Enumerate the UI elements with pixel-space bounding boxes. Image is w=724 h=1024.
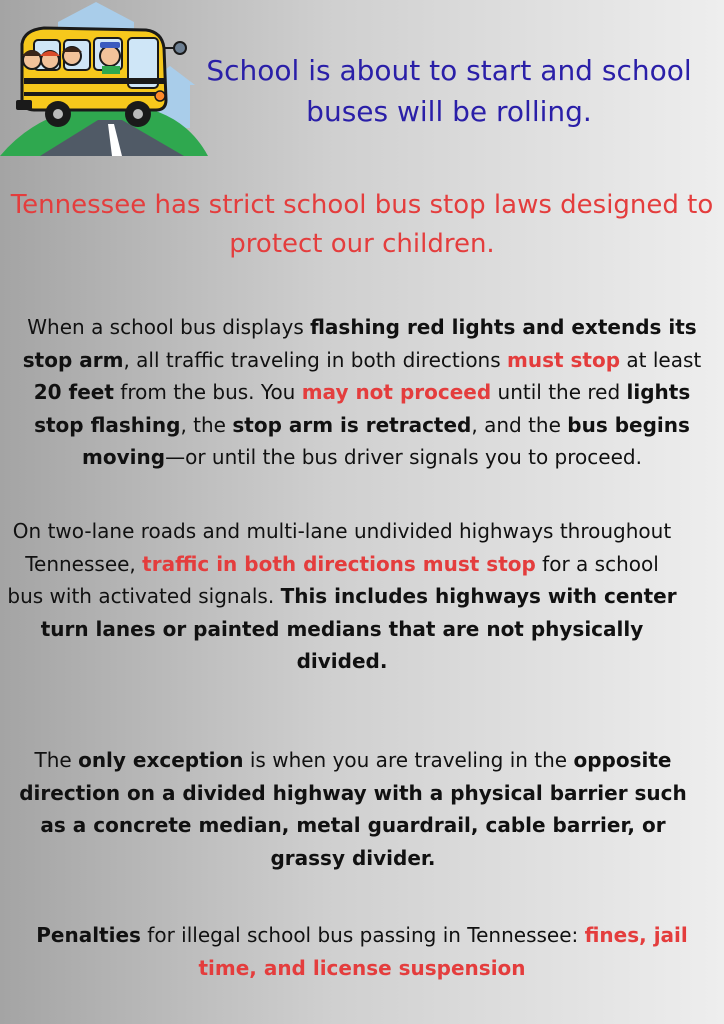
bold-segment: Penalties xyxy=(36,923,141,947)
text-segment: until the red xyxy=(491,380,627,404)
paragraph-stop-rules xyxy=(10,311,714,474)
school-bus-cartoon-icon xyxy=(0,0,210,158)
bold-segment: bus begins moving xyxy=(82,412,690,469)
text-segment: —or until the bus driver signals you to proceed. xyxy=(165,445,642,469)
text-segment: , all traffic traveling in both directions xyxy=(123,347,508,372)
headline: School is about to start and school buses will be rolling. xyxy=(206,54,692,128)
red-highlight: may not proceed xyxy=(301,380,492,404)
red-highlight: must stop xyxy=(507,347,621,372)
bold-segment: opposite direction on a divided highway with a physical barrier such as a concrete median, metal guardrail, cable barrier, or grassy divider. xyxy=(19,748,687,870)
paragraph-penalties xyxy=(10,919,714,984)
red-highlight: fines, jail time, and license suspension xyxy=(198,923,688,980)
school-bus-illustration xyxy=(0,0,210,158)
bold-segment: only exception xyxy=(78,748,244,772)
paragraph-exception xyxy=(4,744,702,874)
bold-segment: This includes highways with center turn lanes or painted medians that are not physically divided. xyxy=(40,584,677,673)
bold-segment: stop arm is retracted xyxy=(232,412,472,437)
text-segment: at least xyxy=(620,347,702,372)
text-segment: is when you are traveling in the xyxy=(243,748,574,772)
text-segment: from the bus. You xyxy=(113,380,302,404)
paragraph-undivided-roads xyxy=(6,515,678,678)
red-highlight: traffic in both directions must stop xyxy=(142,551,536,576)
text-segment: , and the xyxy=(471,412,568,437)
text-segment: The xyxy=(34,748,79,772)
bold-segment: lights stop flashing xyxy=(34,380,691,437)
bold-segment: 20 feet xyxy=(33,380,114,404)
text-segment: for a school bus with activated signals. xyxy=(7,551,659,608)
text-segment: for illegal school bus passing in Tennessee: xyxy=(140,923,585,947)
intro-text: Tennessee has strict school bus stop laws designed to protect our children. xyxy=(10,190,714,259)
text-segment: , the xyxy=(180,412,233,437)
bold-segment: flashing red lights and extends its stop arm xyxy=(22,315,697,372)
text-segment: On two-lane roads and multi-lane undivided highways throughout Tennessee, xyxy=(12,519,672,576)
text-segment: When a school bus displays xyxy=(27,315,311,339)
